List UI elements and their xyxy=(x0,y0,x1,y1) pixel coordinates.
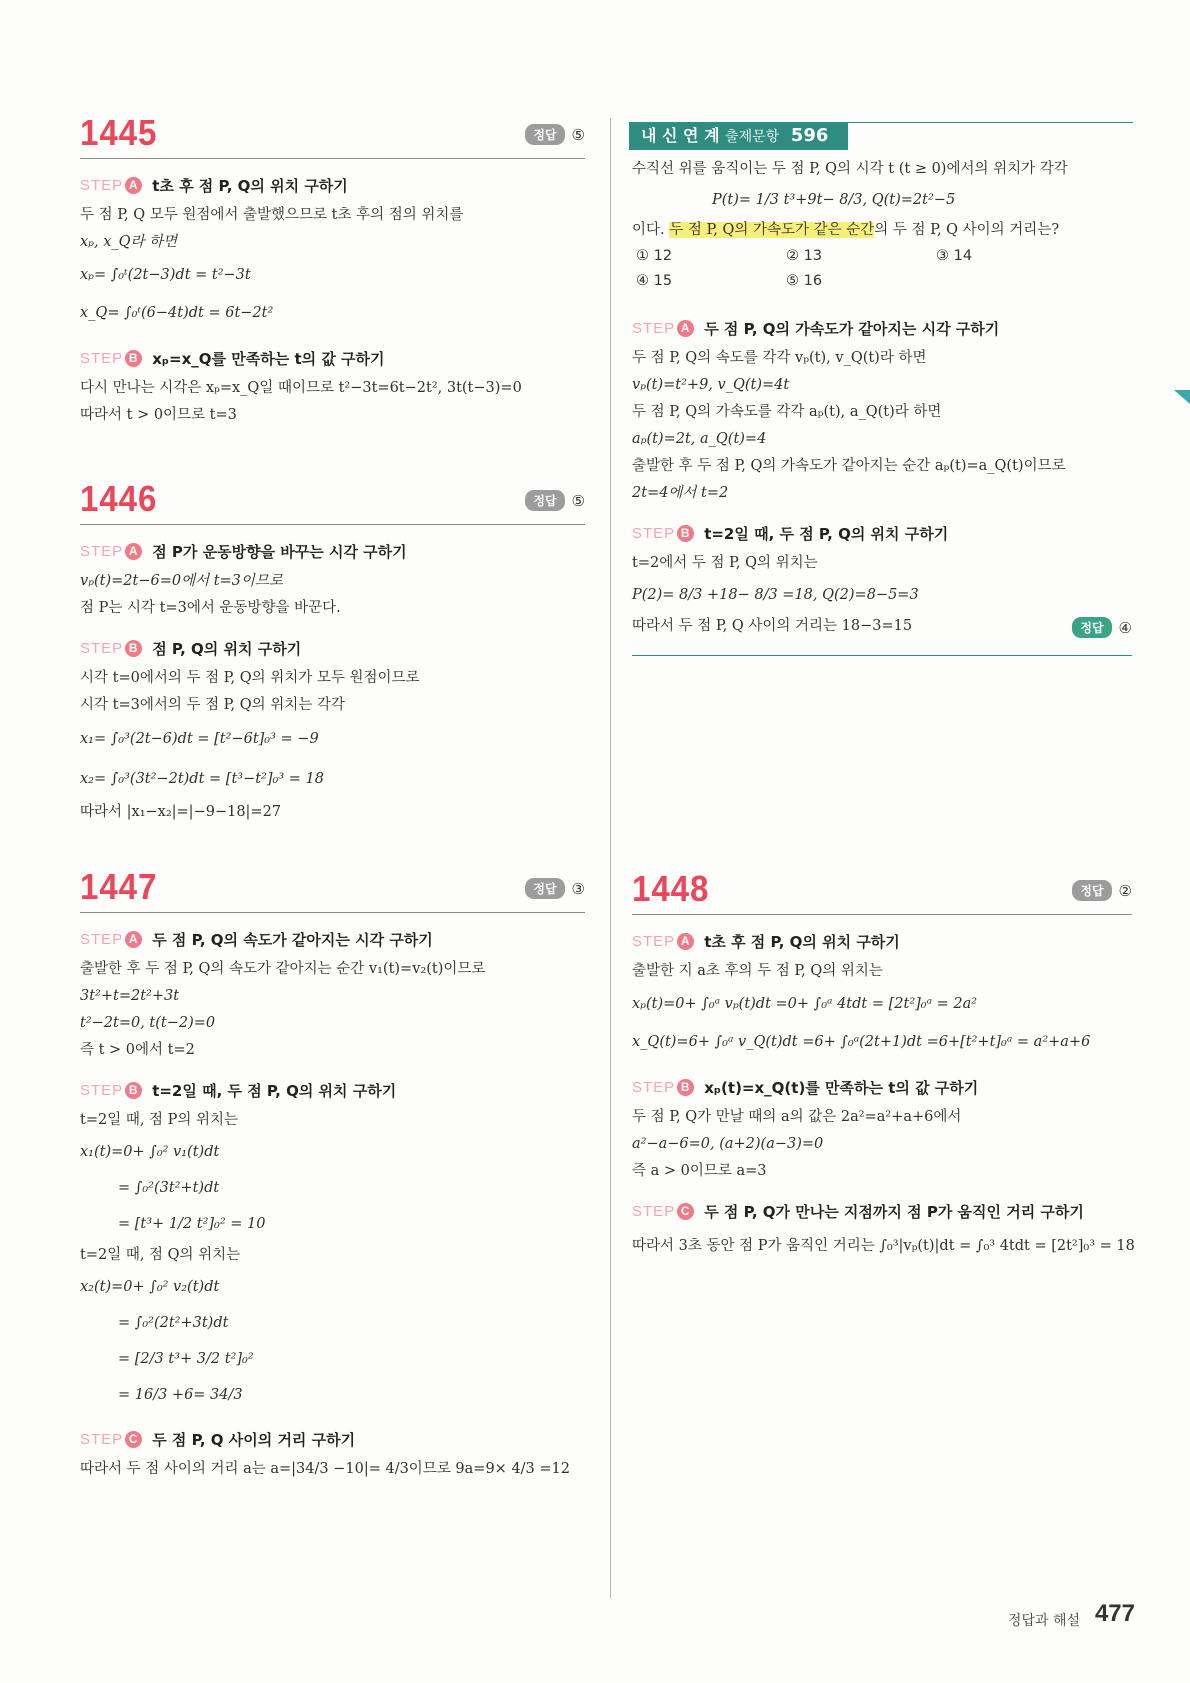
text-line: 따라서 두 점 사이의 거리 a는 a=|34/3 −10|= 4/3이므로 9a=9× 4/3 =12 xyxy=(80,1461,570,1477)
text-line: t=2일 때, 점 Q의 위치는 xyxy=(80,1247,241,1263)
text-line: 시각 t=3에서의 두 점 P, Q의 위치는 각각 xyxy=(80,697,345,713)
step-letter-icon: B xyxy=(677,525,694,542)
text-line: vₚ(t)=2t−6=0에서 t=3이므로 xyxy=(80,573,283,589)
text-line: 출발한 후 두 점 P, Q의 가속도가 같아지는 순간 aₚ(t)=a_Q(t)이므로 xyxy=(632,458,1066,474)
text-line: 두 점 P, Q의 가속도를 각각 aₚ(t), a_Q(t)라 하면 xyxy=(632,404,942,420)
step-a xyxy=(632,931,1132,952)
equation: 3t²+t=2t²+3t xyxy=(80,988,180,1004)
band-sub: 출제문항 xyxy=(725,129,780,145)
step-b xyxy=(80,348,585,369)
equation: xₚ(t)=0+ ∫₀ᵃ vₚ(t)dt =0+ ∫₀ᵃ 4tdt = [2t²]₀ᵃ = 2a² xyxy=(632,996,978,1012)
problem-1445 xyxy=(80,112,585,429)
equation: = [2/3 t³+ 3/2 t²]₀² xyxy=(118,1351,254,1367)
equation: P(2)= 8/3 +18− 8/3 =18, Q(2)=8−5=3 xyxy=(632,587,919,603)
problem-1447 xyxy=(80,866,585,1483)
step-title: t초 후 점 P, Q의 위치 구하기 xyxy=(704,933,900,951)
page-edge-tab xyxy=(1174,390,1190,404)
step-c xyxy=(632,1201,1132,1222)
choice-1: ① 12 xyxy=(636,248,673,264)
text-line: 따라서 3초 동안 점 P가 움직인 거리는 ∫₀³|vₚ(t)|dt = ∫₀³ 4tdt = [2t²]₀³ = 18 xyxy=(632,1238,1135,1254)
problem-number: 1446 xyxy=(80,478,158,519)
text-line: 출발한 지 a초 후의 두 점 P, Q의 위치는 xyxy=(632,963,883,979)
choice-4: ④ 15 xyxy=(636,273,673,289)
text-line: 두 점 P, Q 모두 원점에서 출발했으므로 t초 후의 점의 위치를 xyxy=(80,207,464,223)
step-title: 두 점 P, Q의 속도가 같아지는 시각 구하기 xyxy=(152,931,433,949)
answer-badge: 정답 xyxy=(1072,617,1111,638)
step-letter-icon: B xyxy=(125,1082,142,1099)
equation: x₁= ∫₀³(2t−6)dt = [t²−6t]₀³ = −9 xyxy=(80,731,319,747)
step-title: 두 점 P, Q 사이의 거리 구하기 xyxy=(152,1431,356,1449)
problem-1446 xyxy=(80,478,585,826)
step-label: STEP B xyxy=(80,640,142,657)
step-label: STEP C xyxy=(632,1203,694,1220)
band-number: 596 xyxy=(790,125,829,146)
equation: x₂(t)=0+ ∫₀² v₂(t)dt xyxy=(80,1279,220,1295)
answer-value: ⑤ xyxy=(571,491,585,510)
text-line: 즉 t > 0에서 t=2 xyxy=(80,1042,195,1058)
question-line: 수직선 위를 움직이는 두 점 P, Q의 시각 t (t ≥ 0)에서의 위치가 각각 xyxy=(632,161,1068,177)
equation: x_Q(t)=6+ ∫₀ᵃ v_Q(t)dt =6+ ∫₀ᵃ(2t+1)dt =6+[t²+t]₀ᵃ = a²+a+6 xyxy=(632,1034,1091,1050)
problem-header xyxy=(632,868,1132,915)
step-b xyxy=(632,523,1132,544)
answer-tag xyxy=(525,878,585,899)
step-letter-icon: A xyxy=(125,543,142,560)
equation: x₁(t)=0+ ∫₀² v₁(t)dt xyxy=(80,1144,220,1160)
answer-badge: 정답 xyxy=(525,878,564,899)
answer-tag xyxy=(525,124,585,145)
step-label: STEP A xyxy=(80,177,142,194)
step-c xyxy=(80,1429,585,1450)
answer-tag xyxy=(525,490,585,511)
text-line: 따라서 t > 0이므로 t=3 xyxy=(80,407,237,423)
choice-5: ⑤ 16 xyxy=(786,273,823,289)
question-line xyxy=(632,217,1132,244)
answer-badge: 정답 xyxy=(525,124,564,145)
step-title: 두 점 P, Q의 가속도가 같아지는 시각 구하기 xyxy=(704,320,1000,338)
answer-badge: 정답 xyxy=(1072,880,1111,901)
final-answer-row xyxy=(632,613,1132,643)
equation: xₚ= ∫₀ᵗ(2t−3)dt = t²−3t xyxy=(80,267,251,283)
step-title: 점 P가 운동방향을 바꾸는 시각 구하기 xyxy=(152,543,407,561)
step-a xyxy=(80,929,585,950)
text-line: 따라서 두 점 P, Q 사이의 거리는 18−3=15 xyxy=(632,618,913,634)
problem-number: 1448 xyxy=(632,868,710,909)
linked-problem-label xyxy=(629,122,848,150)
text-line: 점 P는 시각 t=3에서 운동방향을 바꾼다. xyxy=(80,600,341,616)
step-title: 두 점 P, Q가 만나는 지점까지 점 P가 움직인 거리 구하기 xyxy=(704,1203,1084,1221)
equation: x_Q= ∫₀ᵗ(6−4t)dt = 6t−2t² xyxy=(80,305,274,321)
question-equation: P(t)= 1/3 t³+9t− 8/3, Q(t)=2t²−5 xyxy=(712,192,956,208)
answer-choices xyxy=(636,244,1132,294)
equation: = 16/3 +6= 34/3 xyxy=(118,1387,243,1403)
answer-value: ③ xyxy=(571,879,585,898)
text-line: 두 점 P, Q의 속도를 각각 vₚ(t), v_Q(t)라 하면 xyxy=(632,350,927,366)
step-letter-icon: C xyxy=(125,1431,142,1448)
equation: = ∫₀²(2t²+3t)dt xyxy=(118,1315,229,1331)
choice-3: ③ 14 xyxy=(936,248,973,264)
answer-tag xyxy=(1072,617,1132,638)
choice-2: ② 13 xyxy=(786,248,823,264)
problem-number: 1445 xyxy=(80,112,158,153)
step-title: t=2일 때, 두 점 P, Q의 위치 구하기 xyxy=(152,1082,397,1100)
equation: x₂= ∫₀³(3t²−2t)dt = [t³−t²]₀³ = 18 xyxy=(80,771,324,787)
step-letter-icon: C xyxy=(677,1203,694,1220)
equation: vₚ(t)=t²+9, v_Q(t)=4t xyxy=(632,377,790,393)
step-a xyxy=(80,175,585,196)
step-letter-icon: A xyxy=(677,933,694,950)
step-label: STEP B xyxy=(80,1082,142,1099)
step-letter-icon: B xyxy=(677,1079,694,1096)
step-label: STEP B xyxy=(632,525,694,542)
text-line: t=2에서 두 점 P, Q의 위치는 xyxy=(632,555,818,571)
step-letter-icon: B xyxy=(125,350,142,367)
answer-value: ④ xyxy=(1118,618,1132,637)
step-title: 점 P, Q의 위치 구하기 xyxy=(152,640,302,658)
text-line: 따라서 |x₁−x₂|=|−9−18|=27 xyxy=(80,804,282,820)
problem-header xyxy=(80,866,585,913)
band-main: 내 신 연 계 xyxy=(641,126,720,145)
text-line: 즉 a > 0이므로 a=3 xyxy=(632,1163,767,1179)
step-letter-icon: A xyxy=(677,320,694,337)
page-number: 477 xyxy=(1094,1600,1135,1627)
equation: t²−2t=0, t(t−2)=0 xyxy=(80,1015,216,1031)
highlighted-text: 두 점 P, Q의 가속도가 같은 순간 xyxy=(669,222,875,238)
column-divider xyxy=(610,118,611,1598)
linked-bottom-rule xyxy=(632,655,1132,656)
step-a xyxy=(80,541,585,562)
footer-label: 정답과 해설 xyxy=(1007,1613,1080,1629)
answer-badge: 정답 xyxy=(525,490,564,511)
step-label: STEP A xyxy=(632,320,694,337)
text-line: 두 점 P, Q가 만날 때의 a의 값은 2a²=a²+a+6에서 xyxy=(632,1109,962,1125)
equation: a²−a−6=0, (a+2)(a−3)=0 xyxy=(632,1136,824,1152)
text-line: 다시 만나는 시각은 xₚ=x_Q일 때이므로 t²−3t=6t−2t², 3t(t−3)=0 xyxy=(80,380,522,396)
equation: = [t³+ 1/2 t²]₀² = 10 xyxy=(118,1216,266,1232)
answer-value: ⑤ xyxy=(571,125,585,144)
step-letter-icon: A xyxy=(125,177,142,194)
problem-number: 1447 xyxy=(80,866,158,907)
question-text: 이다. xyxy=(632,222,670,238)
step-label: STEP B xyxy=(80,350,142,367)
step-b xyxy=(632,1077,1132,1098)
step-title: xₚ(t)=x_Q(t)를 만족하는 t의 값 구하기 xyxy=(704,1079,979,1097)
step-letter-icon: A xyxy=(125,931,142,948)
answer-tag xyxy=(1072,880,1132,901)
problem-header xyxy=(80,112,585,159)
linked-problem xyxy=(632,156,1132,656)
text-line: t=2일 때, 점 P의 위치는 xyxy=(80,1112,239,1128)
text-line: 시각 t=0에서의 두 점 P, Q의 위치가 모두 원점이므로 xyxy=(80,670,420,686)
step-a xyxy=(632,318,1132,339)
step-title: t=2일 때, 두 점 P, Q의 위치 구하기 xyxy=(704,525,949,543)
problem-header xyxy=(80,478,585,525)
text-line: xₚ, x_Q라 하면 xyxy=(80,234,178,250)
answer-value: ② xyxy=(1118,881,1132,900)
step-b xyxy=(80,638,585,659)
step-label: STEP A xyxy=(632,933,694,950)
equation: = ∫₀²(3t²+t)dt xyxy=(118,1180,220,1196)
text-line: 출발한 후 두 점 P, Q의 속도가 같아지는 순간 v₁(t)=v₂(t)이므로 xyxy=(80,961,486,977)
step-title: t초 후 점 P, Q의 위치 구하기 xyxy=(152,177,348,195)
step-title: xₚ=x_Q를 만족하는 t의 값 구하기 xyxy=(152,350,385,368)
step-label: STEP B xyxy=(632,1079,694,1096)
equation: aₚ(t)=2t, a_Q(t)=4 xyxy=(632,431,767,447)
step-label: STEP A xyxy=(80,931,142,948)
question-text: 의 두 점 P, Q 사이의 거리는? xyxy=(874,222,1060,238)
equation: 2t=4에서 t=2 xyxy=(632,485,729,501)
step-letter-icon: B xyxy=(125,640,142,657)
step-label: STEP C xyxy=(80,1431,142,1448)
step-label: STEP A xyxy=(80,543,142,560)
linked-problem-band xyxy=(629,118,849,150)
problem-1448 xyxy=(632,868,1135,1264)
step-b xyxy=(80,1080,585,1101)
